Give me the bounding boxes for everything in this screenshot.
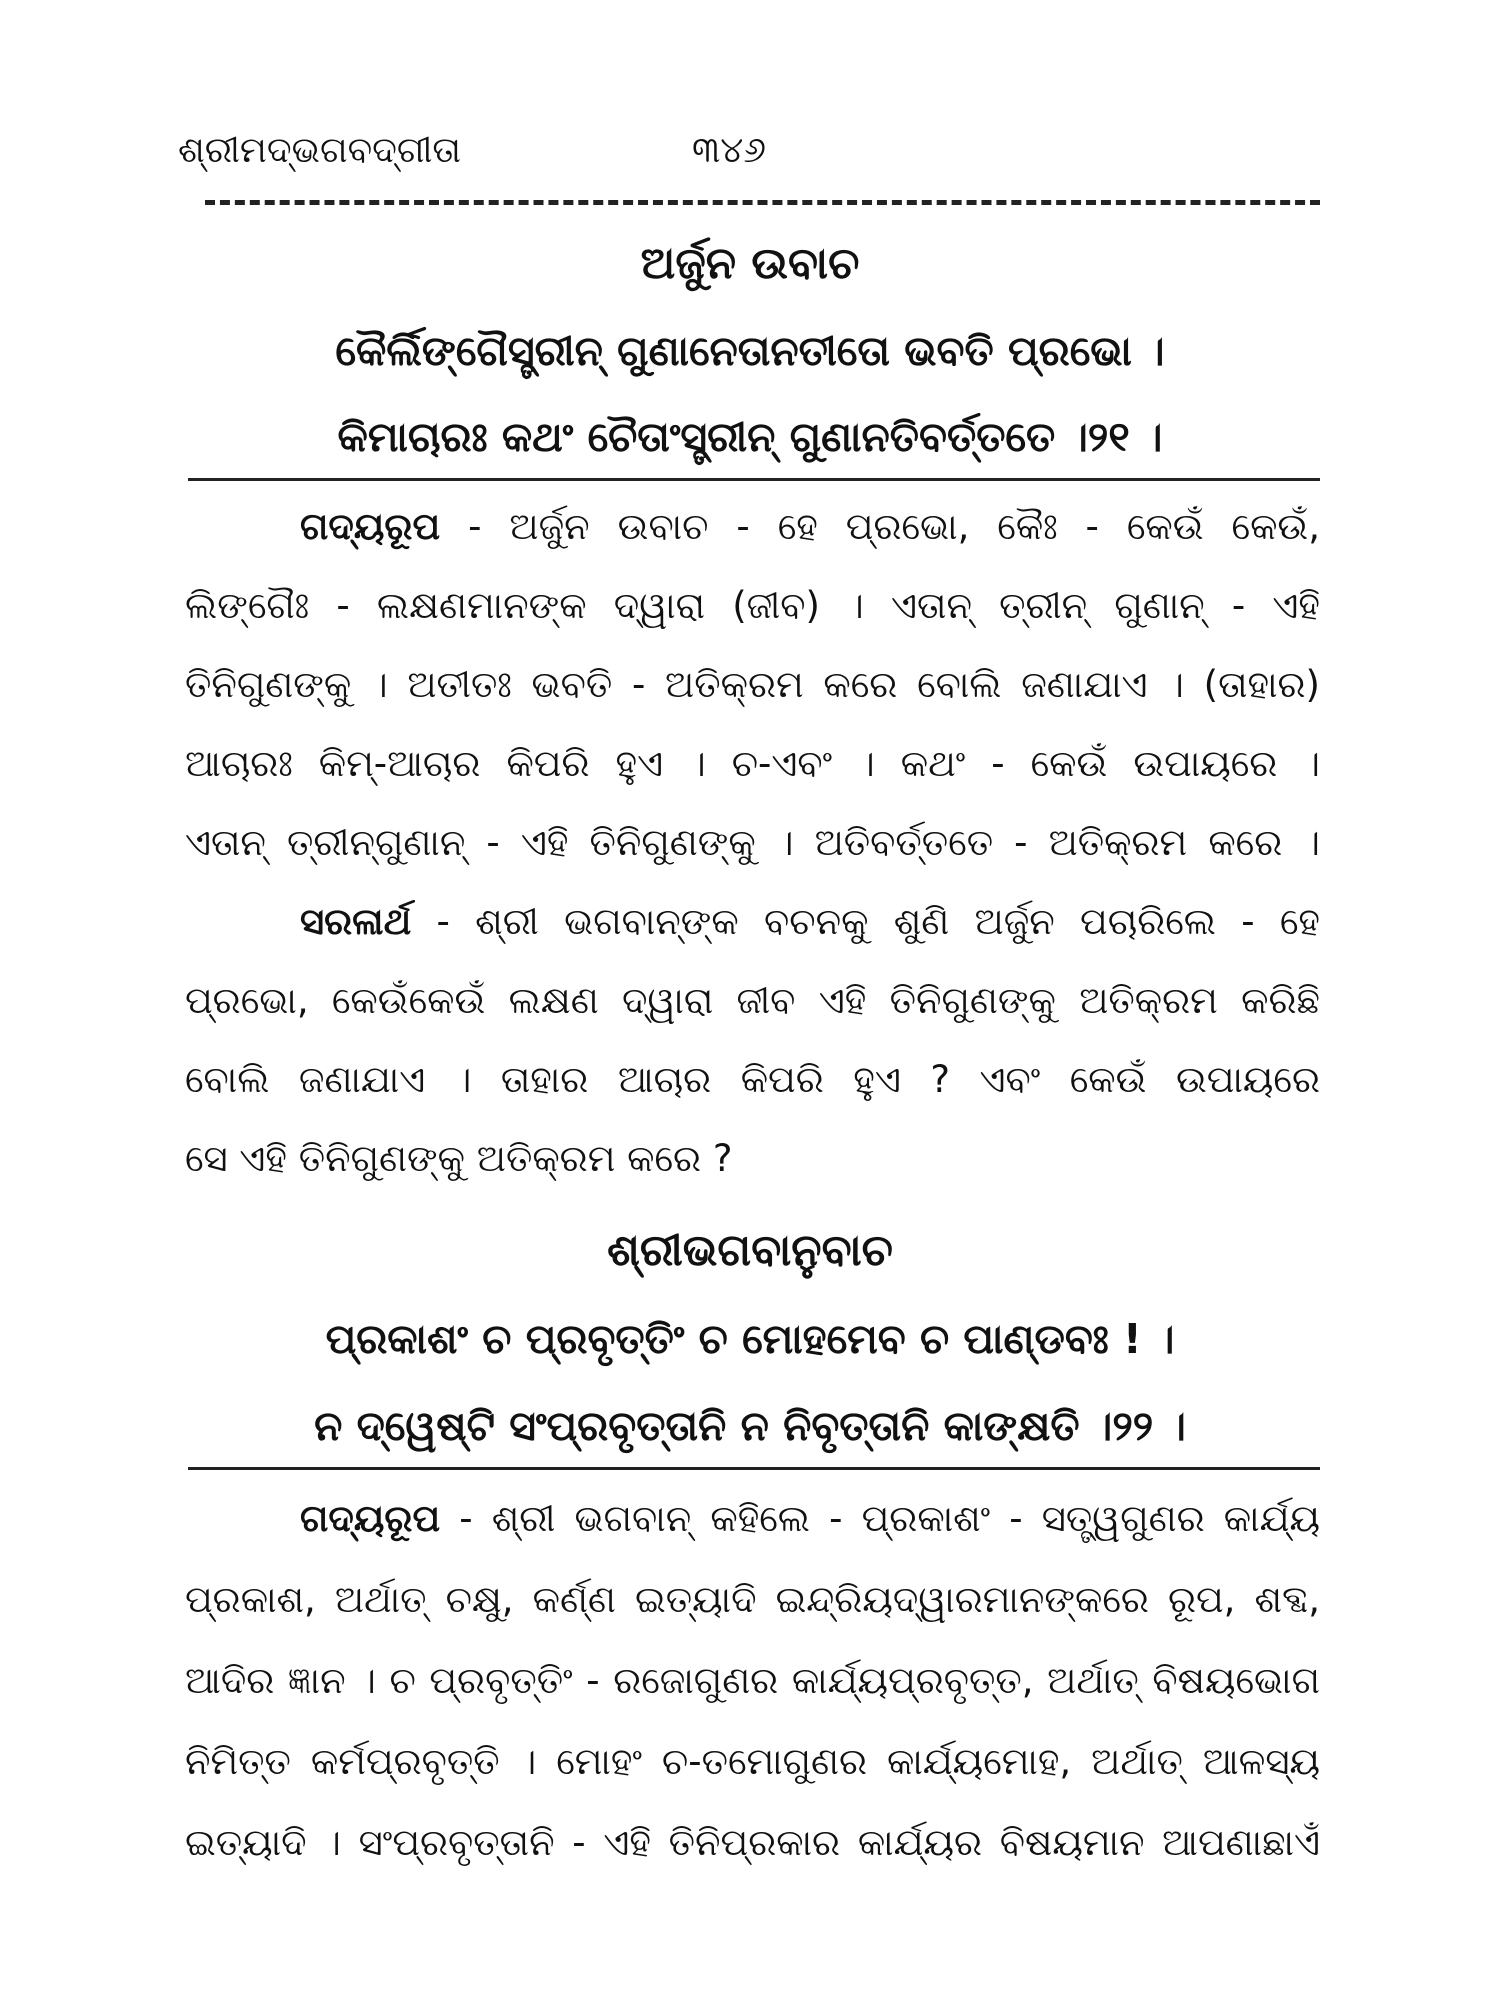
- gadya-line: [300, 1497, 1320, 1541]
- gadya-line: ଏତାନ୍ ତ୍ରୀନ୍‌ଗୁଣାନ୍ - ଏହି ତିନିଗୁଣଙ୍କୁ । ଅତିବର୍ତ୍ତତେ - ଅତିକ୍ରମ କରେ ।: [185, 821, 1320, 864]
- verse-line: କିମାଚାରଃ କଥଂ ଚୈତାଂସ୍ତ୍ରୀନ୍ ଗୁଣାନତିବର୍ତ୍ତତେ ।୨୧ ।: [337, 413, 1163, 461]
- gadya-line: ଇତ୍ୟାଦି । ସଂପ୍ରବୃତ୍ତାନି - ଏହି ତିନିପ୍ରକାର କାର୍ଯ୍ୟର ବିଷୟମାନ ଆପଣାଛାଏଁ: [185, 1821, 1320, 1864]
- page-number: ୩୪୬: [692, 130, 766, 171]
- header-dashed-rule: [205, 200, 1320, 205]
- gadya-label: ଗଦ୍ୟରୂପ: [300, 505, 441, 548]
- gadya-line: ତିନିଗୁଣଙ୍କୁ । ଅତୀତଃ ଭବତି - ଅତିକ୍ରମ କରେ ବୋଲି ଜଣାଯାଏ । (ତାହାର): [185, 663, 1320, 706]
- saralartha-text: - ଶ୍ରୀ ଭଗବାନ୍‌ଙ୍କ ବଚନକୁ ଶୁଣି ଅର୍ଜୁନ ପଚାରିଲେ - ହେ: [411, 900, 1320, 943]
- running-title: ଶ୍ରୀମଦ୍‌ଭଗବଦ୍‌ଗୀତା: [178, 130, 462, 171]
- saralartha-line: [300, 900, 1320, 944]
- speaker-heading-bhagavan: ଶ୍ରୀଭଗବାନୁବାଚ: [607, 1225, 893, 1276]
- speaker-heading-arjuna: ଅର୍ଜୁନ ଉବାଚ: [640, 238, 860, 289]
- verse-rule: [188, 478, 1320, 481]
- gadya-line: ପ୍ରକାଶ, ଅର୍ଥାତ୍ ଚକ୍ଷୁ, କର୍ଣ୍ଣ ଇତ୍ୟାଦି ଇନ୍ଦ୍ରିୟଦ୍ୱାରମାନଙ୍କରେ ରୂପ, ଶବ୍ଦ,: [185, 1578, 1320, 1621]
- gadya-line: ଆଚାରଃ କିମ୍-ଆଚାର କିପରି ହୁଏ । ଚ-ଏବଂ । କଥଂ - କେଉଁ ଉପାୟରେ ।: [185, 742, 1320, 785]
- verse-rule: [188, 1467, 1320, 1470]
- gadya-line: [300, 505, 1320, 549]
- gadya-line: ଲିଙ୍ଗୈଃ - ଲକ୍ଷଣମାନଙ୍କ ଦ୍ୱାରା (ଜୀବ) । ଏତାନ୍ ତ୍ରୀନ୍ ଗୁଣାନ୍ - ଏହି: [185, 584, 1320, 627]
- gadya-label: ଗଦ୍ୟରୂପ: [300, 1497, 441, 1540]
- gadya-text: - ଅର୍ଜୁନ ଉବାଚ - ହେ ପ୍ରଭୋ, କୈଃ - କେଉଁ କେଉଁ,: [440, 505, 1320, 548]
- gadya-line: ଆଦିର ଜ୍ଞାନ । ଚ ପ୍ରବୃତ୍ତିଂ - ରଜୋଗୁଣର କାର୍ଯ୍ୟପ୍ରବୃତ୍ତ, ଅର୍ଥାତ୍ ବିଷୟଭୋଗ: [185, 1659, 1320, 1702]
- saralartha-line: ବୋଲି ଜଣାଯାଏ । ତାହାର ଆଚାର କିପରି ହୁଏ ? ଏବଂ କେଉଁ ଉପାୟରେ: [185, 1058, 1320, 1101]
- saralartha-line: ସେ ଏହି ତିନିଗୁଣଙ୍କୁ ଅତିକ୍ରମ କରେ ?: [185, 1137, 733, 1180]
- verse-line: ନ ଦ୍ୱେଷ୍ଟି ସଂପ୍ରବୃତ୍ତାନି ନ ନିବୃତ୍ତାନି କାଙ୍‌କ୍ଷତି ।୨୨ ।: [314, 1402, 1186, 1450]
- verse-line: ପ୍ରକାଶଂ ଚ ପ୍ରବୃତ୍ତିଂ ଚ ମୋହମେବ ଚ ପାଣ୍ଡବଃ ! ।: [325, 1315, 1175, 1363]
- gadya-line: ନିମିତ୍ତ କର୍ମପ୍ରବୃତ୍ତି । ମୋହଂ ଚ-ତମୋଗୁଣର କାର୍ଯ୍ୟମୋହ, ଅର୍ଥାତ୍ ଆଳସ୍ୟ: [185, 1740, 1320, 1783]
- saralartha-label: ସରଳାର୍ଥ: [300, 900, 412, 943]
- saralartha-line: ପ୍ରଭୋ, କେଉଁକେଉଁ ଲକ୍ଷଣ ଦ୍ୱାରା ଜୀବ ଏହି ତିନିଗୁଣଙ୍କୁ ଅତିକ୍ରମ କରିଛି: [185, 979, 1320, 1022]
- gadya-text: - ଶ୍ରୀ ଭଗବାନ୍ କହିଲେ - ପ୍ରକାଶଂ - ସତ୍ତ୍ୱଗୁଣର କାର୍ଯ୍ୟ: [440, 1497, 1320, 1540]
- verse-line: କୈର୍ଲିଙ୍ଗୈସ୍ତ୍ରୀନ୍ ଗୁଣାନେତାନତୀତୋ ଭବତି ପ୍ରଭୋ ।: [335, 327, 1165, 375]
